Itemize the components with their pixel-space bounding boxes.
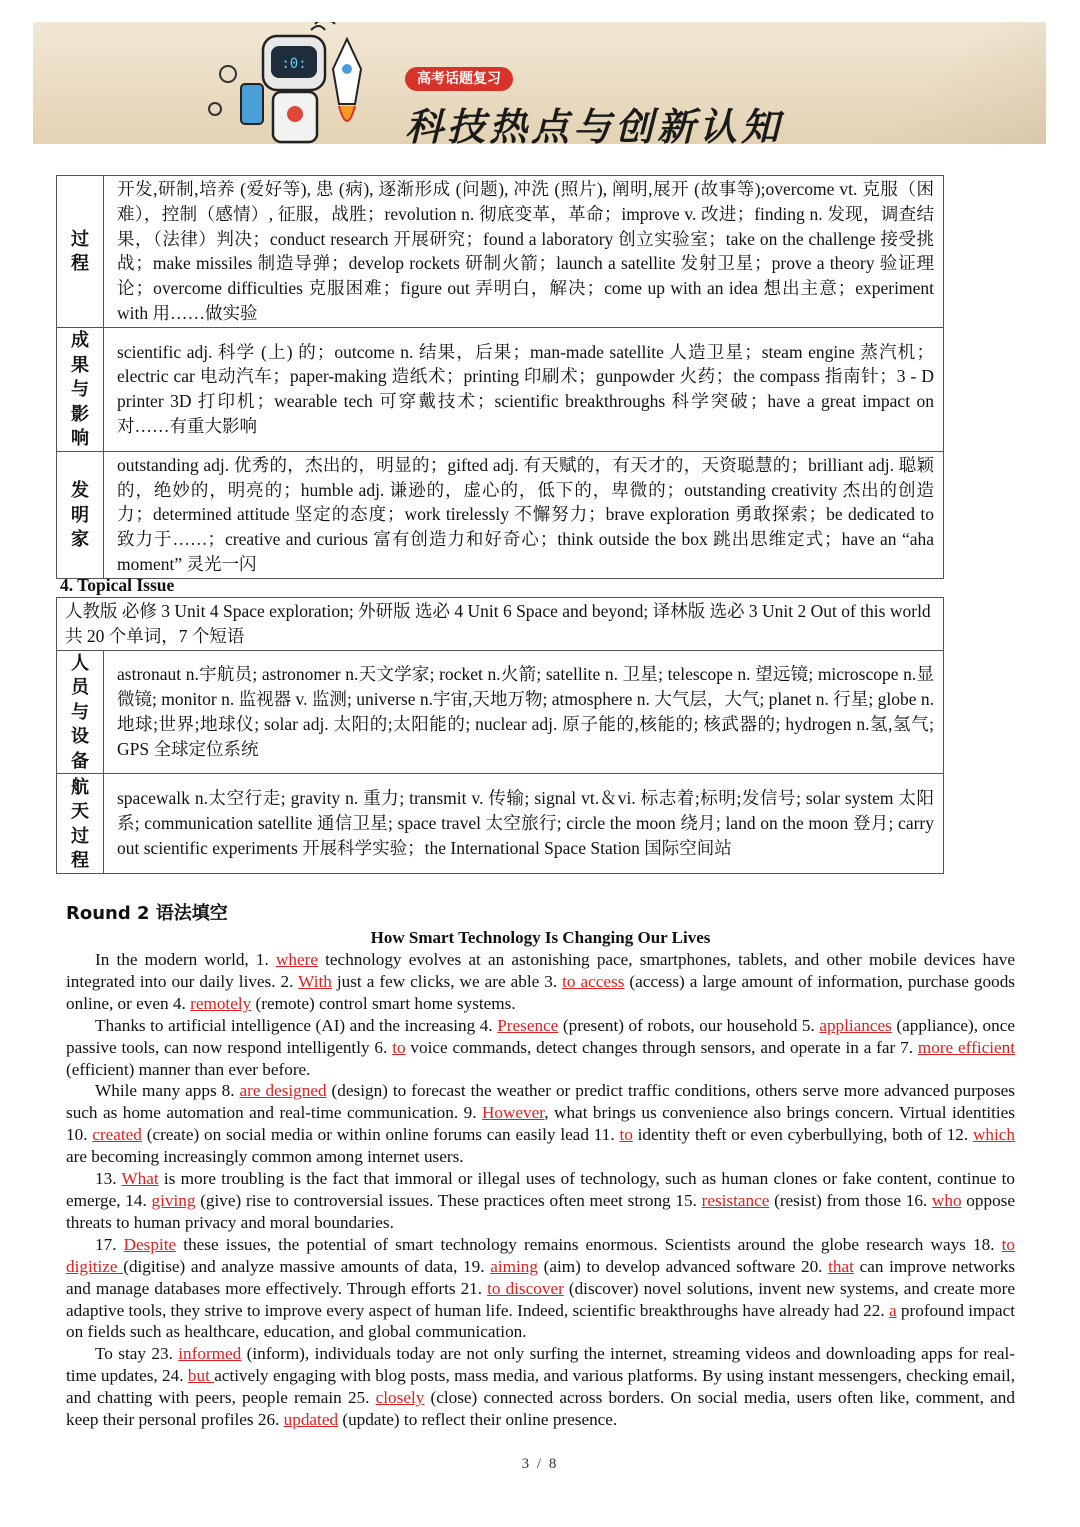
cloze-answer: Despite <box>123 1234 177 1254</box>
cloze-answer: updated <box>283 1410 339 1430</box>
table-row <box>57 650 944 774</box>
table-row <box>57 598 944 651</box>
passage-paragraph: 13. What is more troubling is the fact that immoral or illegal uses of technology, such as human clones or fake content, continue to emerge, 14. giving (give) rise to controversial issues. These practices often meet strong 15. resistance (resist) from those 16. who oppose threats to human privacy and moral boundaries. <box>66 1169 1015 1232</box>
passage-paragraph: To stay 23. informed (inform), individuals today are not only surfing the internet, streaming videos and downloading apps for real-time updates, 24. but actively engaging with blog posts, mass media, and various platforms. By using instant messengers, checking email, and chatting with peers, people remain 25. closely (close) connected across borders. On social media, users often like, comment, and keep their personal profiles 26. updated (update) to reflect their online presence. <box>66 1344 1015 1430</box>
section-heading-round-2: Round 2 语法填空 <box>66 903 228 924</box>
cloze-answer: are designed <box>239 1081 327 1101</box>
table-row <box>57 176 944 328</box>
cloze-answer: a <box>888 1300 897 1320</box>
cloze-answer: aiming <box>490 1256 538 1276</box>
page-number: 3 / 8 <box>521 1456 559 1472</box>
cloze-answer: more efficient <box>917 1037 1015 1057</box>
cloze-answer: to discover <box>487 1278 564 1298</box>
cloze-answer: created <box>92 1125 142 1145</box>
table-row <box>57 451 944 578</box>
cloze-passage <box>66 927 1015 1431</box>
row-content: spacewalk n.太空行走; gravity n. 重力; transmit v. 传输; signal vt.＆vi. 标志着;标明;发信号; solar system 太阳系; communication satellite 通信卫星; space travel 太空旅行; circle the moon 绕月; land on the moon 登月; carry out scientific experiments 开展科学实验；the International Space Station 国际空间站 <box>104 774 944 874</box>
row-header: 人 员 与 设 备 <box>57 650 104 774</box>
row-header: 过 程 <box>57 176 104 328</box>
row-header: 航 天 过 程 <box>57 774 104 874</box>
table-row <box>57 774 944 874</box>
row-content: astronaut n.宇航员; astronomer n.天文学家; rocket n.火箭; satellite n. 卫星; telescope n. 望远镜; microscope n.显微镜; monitor n. 监视器 v. 监测; universe n.宇宙,天地万物; atmosphere n. 大气层，大气; planet n. 行星; globe n. 地球;世界;地球仪; solar adj. 太阳的;太阳能的; nuclear adj. 原子能的,核能的; 核武器的; hydrogen n.氢,氢气; GPS 全球定位系统 <box>104 650 944 774</box>
table-row <box>57 327 944 451</box>
row-content: scientific adj. 科学 (上) 的；outcome n. 结果，后果；man-made satellite 人造卫星；steam engine 蒸汽机；electric car 电动汽车；paper-making 造纸术；printing 印刷术；gunpowder 火药；the compass 指南针；3 - D printer 3D 打印机；wearable tech 可穿戴技术；scientific breakthroughs 科学突破；have a great impact on 对……有重大影响 <box>104 327 944 451</box>
row-content: outstanding adj. 优秀的，杰出的，明显的；gifted adj. 有天赋的，有天才的，天资聪慧的；brilliant adj. 聪颖的，绝妙的，明亮的；humble adj. 谦逊的，虚心的，低下的，卑微的；outstanding creativity 杰出的创造力；determined attitude 坚定的态度；work tirelessly 不懈努力；brave exploration 勇敢探索；be dedicated to 致力于……；creative and curious 富有创造力和好奇心；think outside the box 跳出思维定式；have an “aha moment” 灵光一闪 <box>104 451 944 578</box>
cloze-answer: With <box>298 971 332 991</box>
svg-text::0:: :0: <box>281 56 307 72</box>
cloze-answer: to digitize <box>66 1234 1016 1276</box>
passage-paragraph: 17. Despite these issues, the potential of smart technology remains enormous. Scientists around the globe research ways 18. to digitize (digitise) and analyze massive amounts of data, 19. aiming (aim) to develop advanced software 20. that can improve networks and manage databases more effectively. Through efforts 21. to discover (discover) novel solutions, invent new systems, and create more adaptive tools, they strive to improve every aspect of human life. Indeed, scientific breakthroughs have already had 22. a profound impact on fields such as healthcare, education, and global communication. <box>66 1234 1016 1342</box>
cloze-answer: remotely <box>190 993 252 1013</box>
cloze-answer: giving <box>151 1190 196 1210</box>
row-header: 成 果 与 影 响 <box>57 327 104 451</box>
section-heading-topical-issue: 4. Topical Issue <box>60 575 175 595</box>
passage-paragraph: In the modern world, 1. where technology evolves at an astonishing pace, smartphones, tablets, and other mobile devices have integrated into our daily lives. 2. With just a few clicks, we are able 3. to access (access) a large amount of information, purchase goods online, or even 4. remotely (remote) control smart home systems. <box>66 950 1016 1013</box>
cloze-answer: who <box>931 1190 962 1210</box>
vocab-table-1 <box>56 175 944 579</box>
cloze-answer: resistance <box>701 1190 770 1210</box>
cloze-answer: to <box>392 1037 406 1057</box>
cloze-answer: that <box>828 1256 854 1276</box>
header-banner <box>33 22 1046 144</box>
passage-paragraph: Thanks to artificial intelligence (AI) and the increasing 4. Presence (present) of robots, our household 5. appliances (appliance), once passive tools, can now respond intelligently 6. to voice commands, detect changes through sensors, and operate in a far 7. more efficient (efficient) manner than ever before. <box>66 1015 1015 1079</box>
robot-mascot-icon <box>203 22 373 144</box>
cloze-answer: where <box>275 950 318 969</box>
cloze-answer: to <box>619 1125 633 1145</box>
passage-body <box>66 949 1015 1431</box>
cloze-answer: to access <box>562 971 625 991</box>
cloze-answer: informed <box>178 1344 242 1364</box>
row-header: 发 明 家 <box>57 451 104 578</box>
topic-tag: 高考话题复习 <box>405 67 513 91</box>
vocab-table-2 <box>56 597 944 874</box>
textbook-reference: 人教版 必修 3 Unit 4 Space exploration; 外研版 选必 4 Unit 6 Space and beyond; 译林版 选必 3 Unit 2 Out of this world 共 20 个单词，7 个短语 <box>57 598 944 651</box>
cloze-answer: which <box>973 1125 1016 1145</box>
cloze-answer: Presence <box>497 1015 559 1035</box>
cloze-answer: but <box>187 1366 215 1386</box>
row-content: 开发,研制,培养 (爱好等), 患 (病), 逐渐形成 (问题), 冲洗 (照片), 阐明,展开 (故事等);overcome vt. 克服（困难），控制（感情）, 征服，战胜；revolution n. 彻底变革，革命；improve v. 改进；finding n. 发现，调查结果，（法律）判决；conduct research 开展研究；found a laboratory 创立实验室；take on the challenge 接受挑战；make missiles 制造导弹；develop rockets 研制火箭；launch a satellite 发射卫星；prove a theory 验证理论；overcome difficulties 克服困难；figure out 弄明白，解决；come up with an idea 想出主意；experiment with 用……做实验 <box>104 176 944 328</box>
passage-title: How Smart Technology Is Changing Our Lives <box>370 928 711 947</box>
cloze-answer: What <box>121 1169 159 1189</box>
passage-paragraph: While many apps 8. are designed (design) to forecast the weather or predict traffic conditions, others serve more advanced purposes such as home automation and real-time communication. 9. However, what brings us convenience also brings concern. Virtual identities 10. created (create) on social media or within online forums can easily lead 11. to identity theft or even cyberbullying, both of 12. which are becoming increasingly common among internet users. <box>66 1081 1016 1167</box>
cloze-answer: However <box>481 1103 545 1123</box>
banner-title: 科技热点与创新认知 <box>405 105 784 144</box>
cloze-answer: appliances <box>819 1015 892 1035</box>
cloze-answer: closely <box>375 1388 425 1408</box>
